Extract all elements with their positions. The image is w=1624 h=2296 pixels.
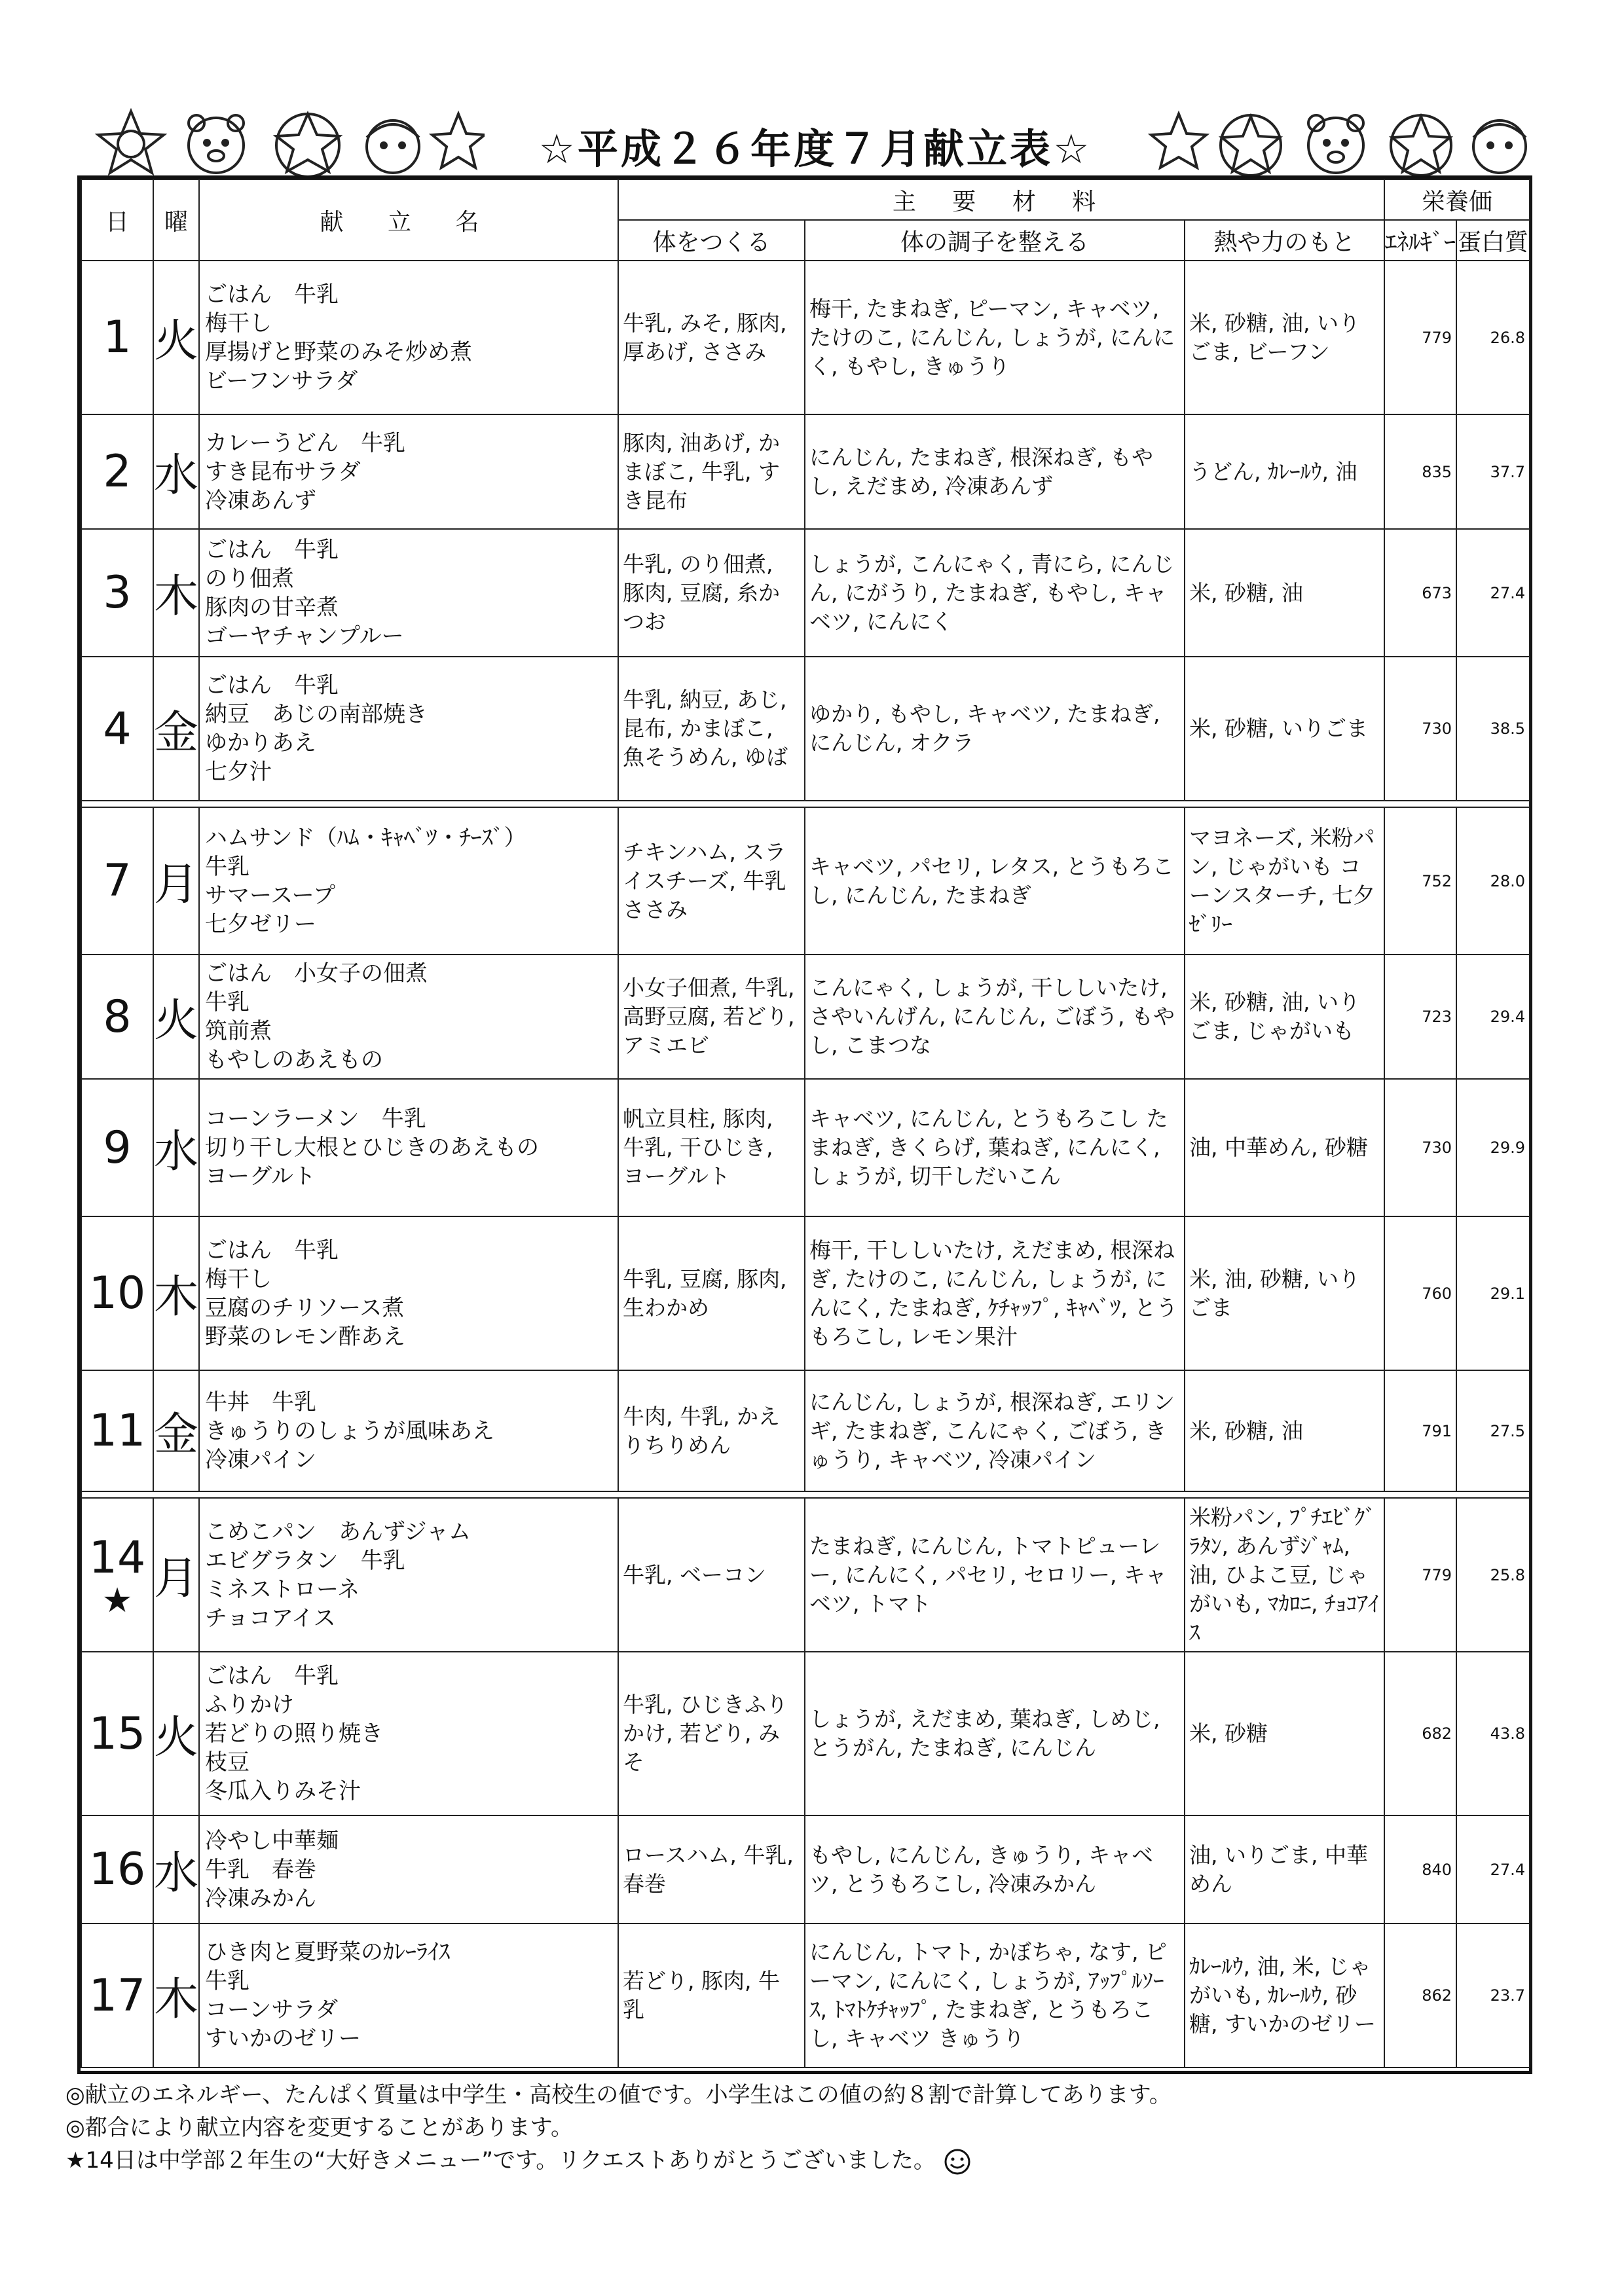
decorative-characters-left-icon (92, 105, 485, 183)
menu-item: 野菜のレモン酢あえ (205, 1323, 405, 1350)
day-cell (81, 1216, 153, 1370)
menu-item: 七夕汁 (205, 759, 272, 785)
table-row (81, 529, 1530, 657)
condition-ingredients-cell: こんにゃく, しょうが, 干ししいたけ, さやいんげん, にんじん, ごぼう, もやし, こまつな (805, 955, 1185, 1079)
menu-item: 豆腐のチリソース煮 (205, 1294, 405, 1321)
weekday-cell: 火 (153, 955, 199, 1079)
menu-cell (199, 1079, 618, 1216)
weekday-cell: 水 (153, 414, 199, 529)
build-ingredients-cell: 豚肉, 油あげ, かまぼこ, 牛乳, すき昆布 (618, 414, 805, 529)
menu-item: もやしのあえもの (205, 1047, 383, 1073)
day-number: 2 (103, 446, 132, 498)
build-ingredients-cell: 牛肉, 牛乳, かえりちりめん (618, 1370, 805, 1491)
energy-ingredients-cell: 米粉パン, ﾌﾟﾁｴﾋﾞｸﾞﾗﾀﾝ, あんずｼﾞｬﾑ, 油, ひよこ豆, じゃがいも, ﾏｶﾛﾆ, ﾁｮｺｱｲｽ (1185, 1498, 1384, 1652)
energy-ingredients-cell: 油, いりごま, 中華めん (1185, 1815, 1384, 1923)
protein-value-cell: 25.8 (1456, 1498, 1530, 1652)
header-energy: ｴﾈﾙｷﾞｰ (1384, 220, 1456, 261)
table-row (81, 414, 1530, 529)
page-header (92, 105, 1539, 183)
menu-item: ごはん 牛乳 (205, 281, 339, 308)
menu-item: 豚肉の甘辛煮 (205, 594, 339, 621)
menu-item: ごはん 牛乳 (205, 1663, 339, 1689)
note-nutrition: ◎献立のエネルギー、たんぱく質量は中学生・高校生の値です。小学生はこの値の約８割で計算してあります。 (65, 2082, 1172, 2108)
day-cell (81, 1815, 153, 1923)
energy-ingredients-cell: 油, 中華めん, 砂糖 (1185, 1079, 1384, 1216)
protein-value-cell: 27.4 (1456, 1815, 1530, 1923)
day-cell (81, 1923, 153, 2068)
header-menu: 献 立 名 (199, 179, 618, 261)
table-row (81, 1079, 1530, 1216)
menu-cell (199, 1216, 618, 1370)
menu-cell (199, 1815, 618, 1923)
energy-ingredients-cell: 米, 砂糖, 油, いりごま, じゃがいも (1185, 955, 1384, 1079)
menu-item: ビーフンサラダ (205, 367, 358, 394)
menu-table (77, 175, 1532, 2074)
table-row (81, 1815, 1530, 1923)
protein-value-cell: 38.5 (1456, 657, 1530, 801)
energy-ingredients-cell: うどん, ｶﾚｰﾙｳ, 油 (1185, 414, 1384, 529)
menu-item: 牛丼 牛乳 (205, 1389, 316, 1415)
menu-item: ハムサンド（ﾊﾑ・ｷｬﾍﾞﾂ・ﾁｰｽﾞ） (205, 824, 526, 851)
menu-cell (199, 529, 618, 657)
condition-ingredients-cell: ゆかり, もやし, キャベツ, たまねぎ, にんじん, オクラ (805, 657, 1185, 801)
day-number: 14 (88, 1532, 146, 1584)
menu-item: 切り干し大根とひじきのあえもの (205, 1135, 539, 1161)
protein-value-cell: 29.4 (1456, 955, 1530, 1079)
menu-item: 筑前煮 (205, 1018, 272, 1044)
menu-item: 七夕ゼリー (205, 911, 316, 938)
condition-ingredients-cell: たまねぎ, にんじん, トマトピューレー, にんにく, パセリ, セロリー, キャベツ, トマト (805, 1498, 1185, 1652)
day-cell (81, 955, 153, 1079)
header-body-condition: 体の調子を整える (805, 220, 1185, 261)
menu-item: 梅干し (205, 1266, 272, 1292)
protein-value-cell: 23.7 (1456, 1923, 1530, 2068)
condition-ingredients-cell: キャベツ, にんじん, とうもろこし たまねぎ, きくらげ, 葉ねぎ, にんにく, しょうが, 切干しだいこん (805, 1079, 1185, 1216)
build-ingredients-cell: ロースハム, 牛乳, 春巻 (618, 1815, 805, 1923)
weekday-cell: 火 (153, 261, 199, 414)
menu-item: 冷凍みかん (205, 1885, 316, 1912)
day-number: 4 (103, 702, 132, 755)
menu-item: 冷凍あんず (205, 487, 316, 514)
energy-value-cell: 779 (1384, 1498, 1456, 1652)
energy-ingredients-cell: マヨネーズ, 米粉パン, じゃがいも コーンスターチ, 七夕ｾﾞﾘｰ (1185, 807, 1384, 955)
energy-ingredients-cell: ｶﾚｰﾙｳ, 油, 米, じゃがいも, ｶﾚｰﾙｳ, 砂糖, すいかのゼリー (1185, 1923, 1384, 2068)
menu-item: 冬瓜入りみそ汁 (205, 1778, 361, 1804)
menu-item: ゴーヤチャンプルー (205, 623, 404, 649)
menu-item: 若どりの照り焼き (205, 1721, 383, 1747)
weekday-cell: 金 (153, 657, 199, 801)
header-protein: 蛋白質 (1456, 220, 1530, 261)
build-ingredients-cell: 牛乳, のり佃煮, 豚肉, 豆腐, 糸かつお (618, 529, 805, 657)
weekday-cell: 木 (153, 1923, 199, 2068)
header-ingredients: 主 要 材 料 (618, 179, 1384, 220)
protein-value-cell: 29.9 (1456, 1079, 1530, 1216)
menu-item: エビグラタン 牛乳 (205, 1547, 405, 1574)
energy-value-cell: 682 (1384, 1652, 1456, 1815)
day-cell (81, 807, 153, 955)
energy-ingredients-cell: 米, 油, 砂糖, いりごま (1185, 1216, 1384, 1370)
day-cell (81, 1498, 153, 1652)
build-ingredients-cell: 牛乳, 豆腐, 豚肉, 生わかめ (618, 1216, 805, 1370)
menu-item: 牛乳 春巻 (205, 1856, 316, 1883)
condition-ingredients-cell: もやし, にんじん, きゅうり, キャベツ, とうもろこし, 冷凍みかん (805, 1815, 1185, 1923)
build-ingredients-cell: チキンハム, スライスチーズ, 牛乳 ささみ (618, 807, 805, 955)
menu-item: ごはん 小女子の佃煮 (205, 960, 428, 987)
condition-ingredients-cell: 梅干, たまねぎ, ピーマン, キャベツ, たけのこ, にんじん, しょうが, にんにく, もやし, きゅうり (805, 261, 1185, 414)
menu-cell (199, 1652, 618, 1815)
energy-value-cell: 760 (1384, 1216, 1456, 1370)
menu-cell (199, 414, 618, 529)
header-nutrition: 栄養価 (1384, 179, 1530, 220)
menu-item: 牛乳 (205, 1968, 249, 1994)
menu-cell (199, 1923, 618, 2068)
table-row (81, 261, 1530, 414)
menu-item: 納豆 あじの南部焼き (205, 701, 428, 727)
menu-item: こめこパン あんずジャム (205, 1518, 471, 1545)
menu-item: すいかのゼリー (205, 2026, 361, 2052)
table-row (81, 1370, 1530, 1491)
build-ingredients-cell: 小女子佃煮, 牛乳, 高野豆腐, 若どり, アミエビ (618, 955, 805, 1079)
menu-item: チョコアイス (205, 1605, 336, 1631)
menu-cell (199, 955, 618, 1079)
condition-ingredients-cell: しょうが, こんにゃく, 青にら, にんじん, にがうり, たまねぎ, もやし, キャベツ, にんにく (805, 529, 1185, 657)
energy-ingredients-cell: 米, 砂糖, いりごま (1185, 657, 1384, 801)
day-cell (81, 1079, 153, 1216)
weekday-cell: 水 (153, 1079, 199, 1216)
energy-value-cell: 835 (1384, 414, 1456, 529)
menu-cell (199, 807, 618, 955)
header-day: 日 (81, 179, 153, 261)
menu-item: ごはん 牛乳 (205, 1237, 339, 1264)
menu-item: コーンサラダ (205, 1997, 338, 2023)
page-title: ☆平成２６年度７月献立表☆ (538, 125, 1092, 173)
menu-item: きゅうりのしょうが風味あえ (205, 1417, 494, 1444)
condition-ingredients-cell: にんじん, たまねぎ, 根深ねぎ, もやし, えだまめ, 冷凍あんず (805, 414, 1185, 529)
energy-value-cell: 779 (1384, 261, 1456, 414)
menu-item: ふりかけ (205, 1692, 294, 1718)
header-weekday: 曜 (153, 179, 199, 261)
energy-value-cell: 862 (1384, 1923, 1456, 2068)
note-change: ◎都合により献立内容を変更することがあります。 (65, 2115, 573, 2141)
build-ingredients-cell: 牛乳, ひじきふりかけ, 若どり, みそ (618, 1652, 805, 1815)
table-row (81, 807, 1530, 955)
menu-item: ミネストローネ (205, 1576, 360, 1603)
menu-item: 冷やし中華麺 (205, 1827, 339, 1854)
weekday-cell: 木 (153, 529, 199, 657)
menu-item: のり佃煮 (205, 565, 294, 592)
menu-item: ごはん 牛乳 (205, 536, 339, 563)
day-number: 3 (103, 567, 132, 619)
build-ingredients-cell: 若どり, 豚肉, 牛乳 (618, 1923, 805, 2068)
smiley-icon (943, 2147, 972, 2176)
menu-cell (199, 1370, 618, 1491)
table-row (81, 657, 1530, 801)
menu-item: サマースープ (205, 882, 335, 909)
day-cell (81, 529, 153, 657)
week-separator (81, 801, 1530, 807)
build-ingredients-cell: 牛乳, ベーコン (618, 1498, 805, 1652)
energy-ingredients-cell: 米, 砂糖, 油, いりごま, ビーフン (1185, 261, 1384, 414)
menu-item: コーンラーメン 牛乳 (205, 1106, 426, 1132)
condition-ingredients-cell: 梅干, 干ししいたけ, えだまめ, 根深ねぎ, たけのこ, にんじん, しょうが, にんにく, たまねぎ, ｹﾁｬｯﾌﾟ, ｷｬﾍﾞﾂ, とうもろこし, レモン果汁 (805, 1216, 1185, 1370)
day-number: 8 (103, 991, 132, 1043)
day-cell (81, 1652, 153, 1815)
build-ingredients-cell: 牛乳, みそ, 豚肉, 厚あげ, ささみ (618, 261, 805, 414)
energy-ingredients-cell: 米, 砂糖, 油 (1185, 529, 1384, 657)
weekday-cell: 木 (153, 1216, 199, 1370)
menu-item: ヨーグルト (205, 1163, 316, 1190)
table-row (81, 1923, 1530, 2068)
menu-item: 梅干し (205, 310, 272, 337)
day-number: 1 (103, 312, 132, 363)
menu-cell (199, 261, 618, 414)
day-number: 15 (88, 1707, 146, 1760)
day-number: 11 (88, 1405, 146, 1457)
header-body-build: 体をつくる (618, 220, 805, 261)
energy-value-cell: 730 (1384, 1079, 1456, 1216)
protein-value-cell: 29.1 (1456, 1216, 1530, 1370)
protein-value-cell: 28.0 (1456, 807, 1530, 955)
protein-value-cell: 27.5 (1456, 1370, 1530, 1491)
table-row (81, 1652, 1530, 1815)
menu-item: カレーうどん 牛乳 (205, 429, 405, 456)
note-request (65, 2142, 972, 2176)
header-energy-source: 熱や力のもと (1185, 220, 1384, 261)
day-cell (81, 1370, 153, 1491)
condition-ingredients-cell: キャベツ, パセリ, レタス, とうもろこし, にんじん, たまねぎ (805, 807, 1185, 955)
menu-item: すき昆布サラダ (205, 458, 361, 485)
energy-ingredients-cell: 米, 砂糖 (1185, 1652, 1384, 1815)
menu-item: 牛乳 (205, 989, 249, 1015)
menu-cell (199, 1498, 618, 1652)
star-icon: ★ (101, 1581, 133, 1620)
energy-value-cell: 791 (1384, 1370, 1456, 1491)
note-request-text: ★14日は中学部２年生の“大好きメニュー”です。リクエストありがとうございました。 (65, 2147, 936, 2174)
menu-item: 枝豆 (205, 1749, 249, 1776)
day-cell (81, 261, 153, 414)
day-number: 16 (88, 1844, 146, 1895)
day-cell (81, 657, 153, 801)
protein-value-cell: 27.4 (1456, 529, 1530, 657)
protein-value-cell: 37.7 (1456, 414, 1530, 529)
weekday-cell: 月 (153, 807, 199, 955)
decorative-characters-right-icon (1146, 105, 1539, 183)
table-row (81, 955, 1530, 1079)
energy-value-cell: 723 (1384, 955, 1456, 1079)
build-ingredients-cell: 帆立貝柱, 豚肉, 牛乳, 干ひじき, ヨーグルト (618, 1079, 805, 1216)
weekday-cell: 火 (153, 1652, 199, 1815)
week-separator (81, 1491, 1530, 1498)
build-ingredients-cell: 牛乳, 納豆, あじ, 昆布, かまぼこ, 魚そうめん, ゆば (618, 657, 805, 801)
menu-item: ゆかりあえ (205, 730, 316, 756)
menu-item: ひき肉と夏野菜のｶﾚｰﾗｲｽ (205, 1939, 450, 1965)
day-cell (81, 414, 153, 529)
weekday-cell: 月 (153, 1498, 199, 1652)
menu-cell (199, 657, 618, 801)
weekday-cell: 金 (153, 1370, 199, 1491)
condition-ingredients-cell: しょうが, えだまめ, 葉ねぎ, しめじ, とうがん, たまねぎ, にんじん (805, 1652, 1185, 1815)
table-row (81, 1498, 1530, 1652)
table-row (81, 1216, 1530, 1370)
week-separator-cell (81, 801, 1530, 807)
weekday-cell: 水 (153, 1815, 199, 1923)
energy-ingredients-cell: 米, 砂糖, 油 (1185, 1370, 1384, 1491)
energy-value-cell: 840 (1384, 1815, 1456, 1923)
energy-value-cell: 752 (1384, 807, 1456, 955)
day-number: 7 (103, 855, 132, 907)
day-number: 9 (103, 1121, 132, 1174)
menu-item: 牛乳 (205, 853, 249, 880)
day-number: 10 (88, 1267, 146, 1319)
energy-value-cell: 673 (1384, 529, 1456, 657)
protein-value-cell: 26.8 (1456, 261, 1530, 414)
menu-item: ごはん 牛乳 (205, 672, 339, 699)
menu-item: 冷凍パイン (205, 1446, 316, 1473)
day-number: 17 (88, 1969, 146, 2022)
menu-item: 厚揚げと野菜のみそ炒め煮 (205, 338, 472, 365)
condition-ingredients-cell: にんじん, トマト, かぼちゃ, なす, ピーマン, にんにく, しょうが, ｱｯﾌﾟﾙｿｰｽ, ﾄﾏﾄｹﾁｬｯﾌﾟ, たまねぎ, とうもろこし, キャベツ きゅうり (805, 1923, 1185, 2068)
week-separator-cell (81, 1491, 1530, 1498)
energy-value-cell: 730 (1384, 657, 1456, 801)
condition-ingredients-cell: にんじん, しょうが, 根深ねぎ, エリンギ, たまねぎ, こんにゃく, ごぼう, きゅうり, キャベツ, 冷凍パイン (805, 1370, 1185, 1491)
protein-value-cell: 43.8 (1456, 1652, 1530, 1815)
